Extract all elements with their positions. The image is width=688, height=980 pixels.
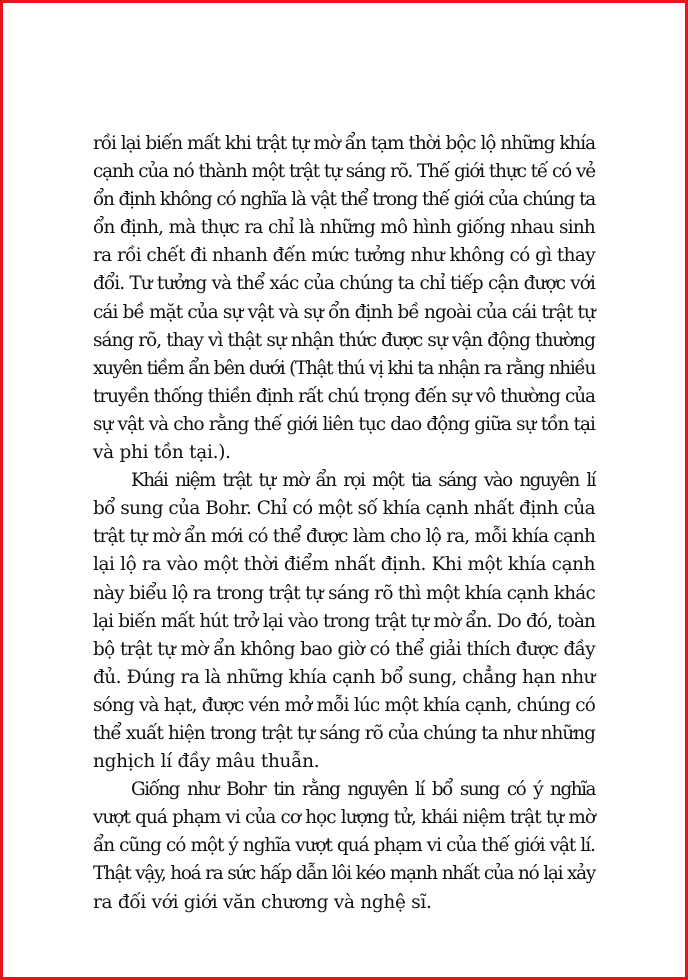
- text-line: thể xuất hiện trong trật tự sáng rõ của chúng ta như những: [93, 722, 595, 744]
- text-line: lại biến mất hút trở lại vào trong trật tự mờ ẩn. Do đó, toàn: [93, 610, 595, 632]
- text-line: trật tự mờ ẩn mới có thể được làm cho lộ ra, mỗi khía cạnh: [93, 526, 595, 548]
- text-line: cái bề mặt của sự vật và sự ổn định bề ngoài của cái trật tự: [93, 301, 595, 323]
- text-line: xuyên tiềm ẩn bên dưới (Thật thú vị khi ta nhận ra rằng nhiều: [93, 357, 595, 379]
- text-line: sáng rõ, thay vì thật sự nhận thức được sự vận động thường: [93, 329, 595, 351]
- text-line: Giống như Bohr tin rằng nguyên lí bổ sung có ý nghĩa: [131, 779, 595, 801]
- text-line: này biểu lộ ra trong trật tự sáng rõ thì một khía cạnh khác: [93, 582, 595, 604]
- paragraph-3: [93, 776, 595, 916]
- paragraph-2: [93, 467, 595, 776]
- text-line: bổ sung của Bohr. Chỉ có một số khía cạnh nhất định của: [93, 498, 595, 520]
- text-line: sự vật và cho rằng thế giới liên tục dao động giữa sự tồn tại: [93, 413, 595, 435]
- text-line: rồi lại biến mất khi trật tự mờ ẩn tạm thời bộc lộ những khía: [93, 133, 595, 154]
- text-line: ổn định, mà thực ra chỉ là những mô hình giống nhau sinh: [93, 217, 595, 239]
- text-line: ra đối với giới văn chương và nghệ sĩ.: [93, 891, 432, 913]
- text-line: nghịch lí đầy mâu thuẫn.: [93, 751, 320, 773]
- text-line: Khái niệm trật tự mờ ẩn rọi một tia sáng vào nguyên lí: [131, 470, 595, 492]
- paragraph-1: [93, 130, 595, 467]
- text-line: ổn định không có nghĩa là vật thể trong thế giới của chúng ta: [93, 189, 595, 211]
- text-line: Thật vậy, hoá ra sức hấp dẫn lôi kéo mạnh nhất của nó lại xảy: [93, 863, 595, 885]
- text-line: cạnh của nó thành một trật tự sáng rõ. Thế giới thực tế có vẻ: [93, 161, 595, 183]
- text-line: đổi. Tư tưởng và thể xác của chúng ta chỉ tiếp cận được với: [93, 273, 595, 295]
- body-text: [93, 130, 595, 917]
- text-line: đủ. Đúng ra là những khía cạnh bổ sung, chẳng hạn như: [93, 666, 595, 688]
- text-line: và phi tồn tại.).: [93, 442, 231, 464]
- text-line: ẩn cũng có một ý nghĩa vượt quá phạm vi của thế giới vật lí.: [93, 835, 595, 857]
- text-line: lại lộ ra vào một thời điểm nhất định. Khi một khía cạnh: [93, 554, 595, 576]
- text-line: ra rồi chết đi nhanh đến mức tưởng như không có gì thay: [93, 245, 595, 267]
- text-line: truyền thống thiền định rất chú trọng đến sự vô thường của: [93, 385, 595, 407]
- text-line: bộ trật tự mờ ẩn không bao giờ có thể giải thích được đầy: [93, 638, 595, 660]
- text-line: vượt quá phạm vi của cơ học lượng tử, khái niệm trật tự mờ: [93, 807, 595, 829]
- text-line: sóng và hạt, được vén mở mỗi lúc một khía cạnh, chúng có: [93, 694, 595, 716]
